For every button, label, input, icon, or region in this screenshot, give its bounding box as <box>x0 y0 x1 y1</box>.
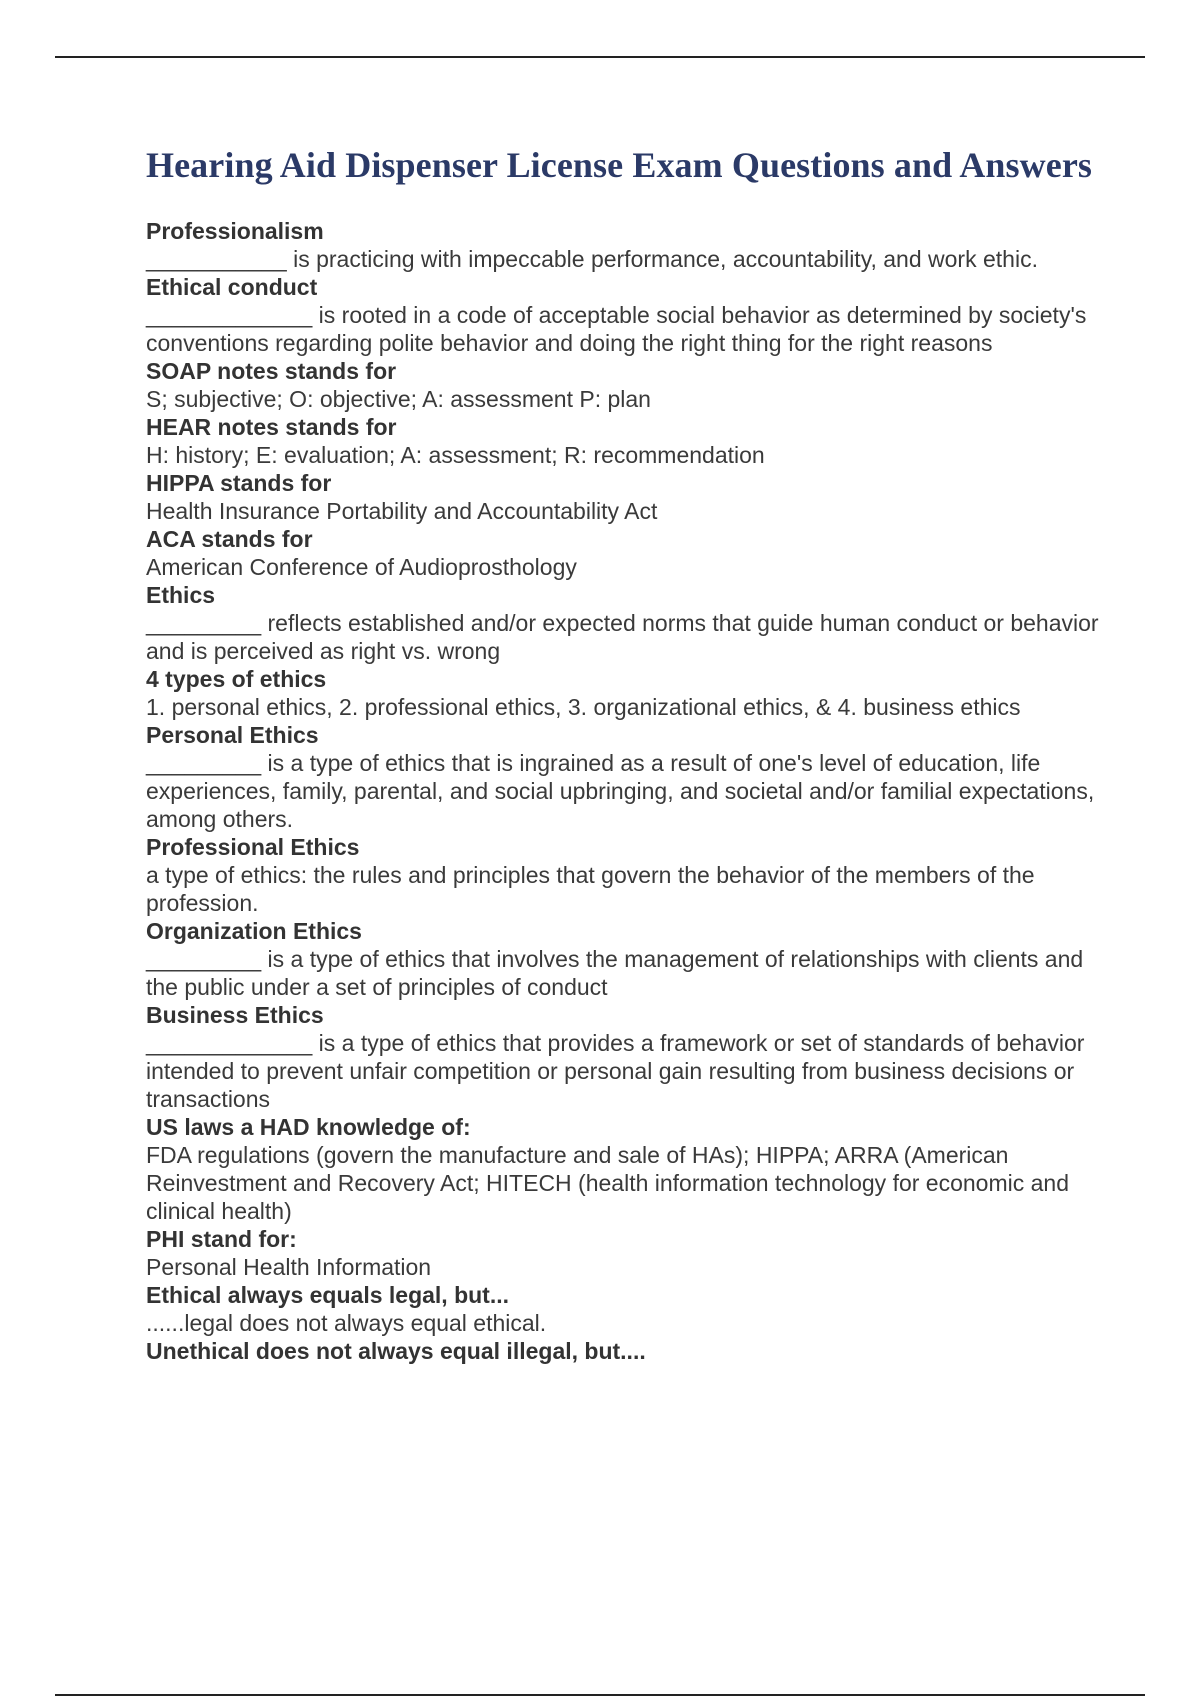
question: HIPPA stands for <box>146 470 332 496</box>
question: 4 types of ethics <box>146 666 327 692</box>
question: ACA stands for <box>146 526 313 552</box>
question: Professional Ethics <box>146 834 360 860</box>
answer: FDA regulations (govern the manufacture and sale of HAs); HIPPA; ARRA (American Reinvestment and Recovery Act; HITECH (health information technology for economic and clinical health) <box>146 1142 1069 1224</box>
qa-item-organization-ethics <box>146 917 1106 1001</box>
question: HEAR notes stands for <box>146 414 397 440</box>
qa-item-us-laws <box>146 1113 1106 1225</box>
qa-list <box>146 217 1106 1365</box>
question: Professionalism <box>146 218 324 244</box>
qa-item-professional-ethics <box>146 833 1106 917</box>
qa-item-soap-notes <box>146 357 1106 413</box>
page-title: Hearing Aid Dispenser License Exam Questions and Answers <box>146 145 1093 185</box>
answer: _____________ is a type of ethics that provides a framework or set of standards of behavior intended to prevent unfair competition or personal gain resulting from business decisions or transactions <box>146 1030 1085 1112</box>
qa-item-aca <box>146 525 1106 581</box>
qa-item-types-of-ethics <box>146 665 1106 721</box>
answer: Health Insurance Portability and Accountability Act <box>146 498 658 524</box>
document-content <box>146 144 1106 1365</box>
top-rule <box>55 56 1145 58</box>
qa-item-unethical-illegal <box>146 1337 1106 1365</box>
answer: _____________ is rooted in a code of acceptable social behavior as determined by society's conventions regarding polite behavior and doing the right thing for the right reasons <box>146 302 1087 356</box>
qa-item-hear-notes <box>146 413 1106 469</box>
qa-item-personal-ethics <box>146 721 1106 833</box>
qa-item-ethical-conduct <box>146 273 1106 357</box>
qa-item-business-ethics <box>146 1001 1106 1113</box>
answer: a type of ethics: the rules and principles that govern the behavior of the members of the profession. <box>146 862 1035 916</box>
question: PHI stand for: <box>146 1226 297 1252</box>
question: Ethical conduct <box>146 274 318 300</box>
answer: ......legal does not always equal ethical. <box>146 1310 547 1336</box>
bottom-rule <box>55 1694 1145 1696</box>
answer: American Conference of Audioprosthology <box>146 554 577 580</box>
qa-item-ethics <box>146 581 1106 665</box>
answer: H: history; E: evaluation; A: assessment; R: recommendation <box>146 442 765 468</box>
answer: _________ reflects established and/or expected norms that guide human conduct or behavior and is perceived as right vs. wrong <box>146 610 1099 664</box>
qa-item-hippa <box>146 469 1106 525</box>
question: US laws a HAD knowledge of: <box>146 1114 471 1140</box>
question: Ethical always equals legal, but... <box>146 1282 510 1308</box>
qa-item-phi <box>146 1225 1106 1281</box>
question: Business Ethics <box>146 1002 324 1028</box>
answer: 1. personal ethics, 2. professional ethics, 3. organizational ethics, & 4. business ethics <box>146 694 1021 720</box>
qa-item-professionalism <box>146 217 1106 273</box>
answer: _________ is a type of ethics that is ingrained as a result of one's level of education, life experiences, family, parental, and social upbringing, and societal and/or familial expectations, among others. <box>146 750 1095 832</box>
qa-item-ethical-legal <box>146 1281 1106 1337</box>
answer: S; subjective; O: objective; A: assessment P: plan <box>146 386 651 412</box>
question: Personal Ethics <box>146 722 319 748</box>
question: Unethical does not always equal illegal, but.... <box>146 1338 646 1364</box>
question: Organization Ethics <box>146 918 362 944</box>
question: SOAP notes stands for <box>146 358 397 384</box>
answer: _________ is a type of ethics that involves the management of relationships with clients and the public under a set of principles of conduct <box>146 946 1084 1000</box>
answer: Personal Health Information <box>146 1254 432 1280</box>
answer: ___________ is practicing with impeccable performance, accountability, and work ethic. <box>146 246 1038 272</box>
question: Ethics <box>146 582 216 608</box>
